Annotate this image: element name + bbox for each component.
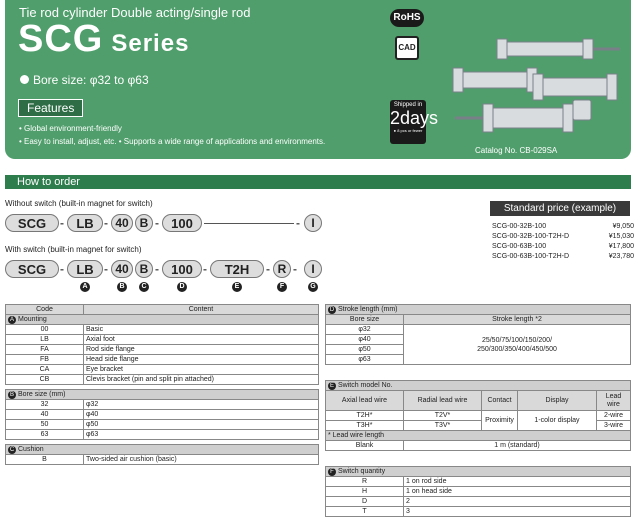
price-row: [492, 242, 634, 252]
price-value: ¥23,780: [608, 253, 634, 260]
marker-d: D: [177, 282, 187, 292]
table-row: CA Eye bracket: [6, 365, 319, 375]
bullet-icon: [20, 75, 29, 84]
bore-text: Bore size: φ32 to φ63: [33, 73, 149, 87]
table-row: CB Clevis bracket (pin and split pin attached): [6, 375, 319, 385]
section-bore: B Bore size (mm): [6, 390, 319, 400]
with-switch-label: With switch (built-in magnet for switch): [5, 245, 142, 254]
price-model: SCG-00-63B-100-T2H-D: [492, 253, 570, 260]
switch-model-table: E Switch model No. Axial lead wire Radial lead wire Contact Display Lead wire T2H* T2V* Proximity 1-color display 2-wire T3H* T3V* 3-wire * Lead wire length Blank 1 m (standard): [325, 380, 631, 451]
catalog-number: Catalog No. CB-029SA: [475, 146, 558, 155]
table-row: φ50: [326, 345, 631, 355]
price-row: [492, 232, 634, 242]
section-stroke: D Stroke length (mm): [326, 305, 631, 315]
marker-b: B: [117, 282, 127, 292]
table-row: FB Head side flange: [6, 355, 319, 365]
table-row: H 1 on head side: [326, 487, 631, 497]
table-row: 40 φ40: [6, 410, 319, 420]
section-switch-model: E Switch model No.: [326, 381, 631, 391]
series-title: [18, 18, 189, 61]
marker-g: G: [308, 282, 318, 292]
table-row: T 3: [326, 507, 631, 517]
table-row: 00 Basic: [6, 325, 319, 335]
stroke-table: [325, 304, 631, 365]
code-switch: T2H: [210, 260, 264, 278]
series-word: Series: [111, 30, 190, 57]
connector-line: [204, 223, 294, 224]
features-list: [19, 122, 325, 148]
features-badge: Features: [18, 99, 83, 117]
cad-icon: CAD: [395, 36, 419, 60]
col-bore-header: Bore size: [326, 315, 404, 325]
table-row: D 2: [326, 497, 631, 507]
dash: -: [296, 216, 300, 230]
table-row: φ63: [326, 355, 631, 365]
col-stroke-header: Stroke length *2: [404, 315, 631, 325]
table-row: T2H* T2V* Proximity 1-color display 2-wire: [326, 411, 631, 421]
ship-label: Shipped in: [393, 102, 423, 108]
marker-e: E: [232, 282, 242, 292]
col-code-header: Code: [6, 305, 84, 315]
dash: -: [155, 216, 159, 230]
product-subtitle: Tie rod cylinder Double acting/single rod: [19, 5, 251, 20]
code-stroke: 100: [162, 260, 202, 278]
dash: -: [293, 262, 297, 276]
code-mounting: LB: [67, 260, 103, 278]
section-lead-length: * Lead wire length: [326, 431, 631, 441]
table-row: B Two-sided air cushion (basic): [6, 455, 319, 465]
table-row: φ40: [326, 335, 631, 345]
code-mounting: LB: [67, 214, 103, 232]
section-cushion: C Cushion: [6, 445, 319, 455]
dash: -: [203, 262, 207, 276]
section-switch-quantity: F Switch quantity: [326, 467, 631, 477]
stroke-values-1: 25/50/75/100/150/200/: [481, 336, 553, 344]
dash: -: [266, 262, 270, 276]
price-value: ¥9,050: [612, 223, 634, 230]
code-option: I: [304, 214, 322, 232]
marker-c: C: [139, 282, 149, 292]
cylinder-product-photo: [445, 30, 625, 140]
dash: -: [104, 216, 108, 230]
code-bore: 40: [111, 214, 133, 232]
code-cushion: B: [135, 214, 153, 232]
header-banner: [5, 0, 631, 159]
dash: -: [60, 262, 64, 276]
marker-a: A: [80, 282, 90, 292]
price-model: SCG-00-32B-100: [492, 223, 547, 230]
col-content-header: Content: [84, 305, 319, 315]
code-stroke: 100: [162, 214, 202, 232]
price-row: [492, 252, 634, 262]
dash: -: [104, 262, 108, 276]
table-row: T3H* T3V* 3-wire: [326, 421, 631, 431]
dash: -: [155, 262, 159, 276]
code-bore: 40: [111, 260, 133, 278]
price-list: [492, 222, 634, 262]
table-row: 50 φ50: [6, 420, 319, 430]
series-name: SCG: [18, 18, 104, 60]
spec-table-left: [5, 304, 319, 465]
price-title: Standard price (example): [490, 201, 630, 216]
feature-item: • Easy to install, adjust, etc. • Supports a wide range of applications and environments.: [19, 137, 326, 146]
dash: -: [60, 216, 64, 230]
shipping-badge: [390, 100, 439, 144]
switch-quantity-table: [325, 466, 631, 517]
ship-days: 2days: [390, 108, 439, 128]
how-to-order-band: How to order: [5, 175, 631, 189]
without-switch-label: Without switch (built-in magnet for switch): [5, 199, 153, 208]
price-model: SCG-00-32B-100-T2H-D: [492, 233, 570, 240]
price-value: ¥17,800: [608, 243, 634, 250]
price-row: [492, 222, 634, 232]
table-row: LB Axial foot: [6, 335, 319, 345]
ship-note: ● 8 pcs or fewer: [393, 128, 423, 133]
feature-item: • Global environment-friendly: [19, 124, 122, 133]
table-row: R 1 on rod side: [326, 477, 631, 487]
price-value: ¥15,030: [608, 233, 634, 240]
table-row: φ32 25/50/75/100/150/200/ 250/300/350/400/450/500: [326, 325, 631, 335]
table-row: 32 φ32: [6, 400, 319, 410]
code-quantity: R: [273, 260, 291, 278]
code-cushion: B: [135, 260, 153, 278]
rohs-badge: RoHS: [390, 9, 424, 27]
price-model: SCG-00-63B-100: [492, 243, 547, 250]
table-row: Blank 1 m (standard): [326, 441, 631, 451]
bore-range: [20, 73, 149, 87]
table-row: 63 φ63: [6, 430, 319, 440]
code-series: SCG: [5, 260, 59, 278]
code-series: SCG: [5, 214, 59, 232]
section-mounting: A Mounting: [6, 315, 319, 325]
code-option: I: [304, 260, 322, 278]
marker-f: F: [277, 282, 287, 292]
stroke-values-2: 250/300/350/400/450/500: [477, 345, 557, 353]
table-row: FA Rod side flange: [6, 345, 319, 355]
